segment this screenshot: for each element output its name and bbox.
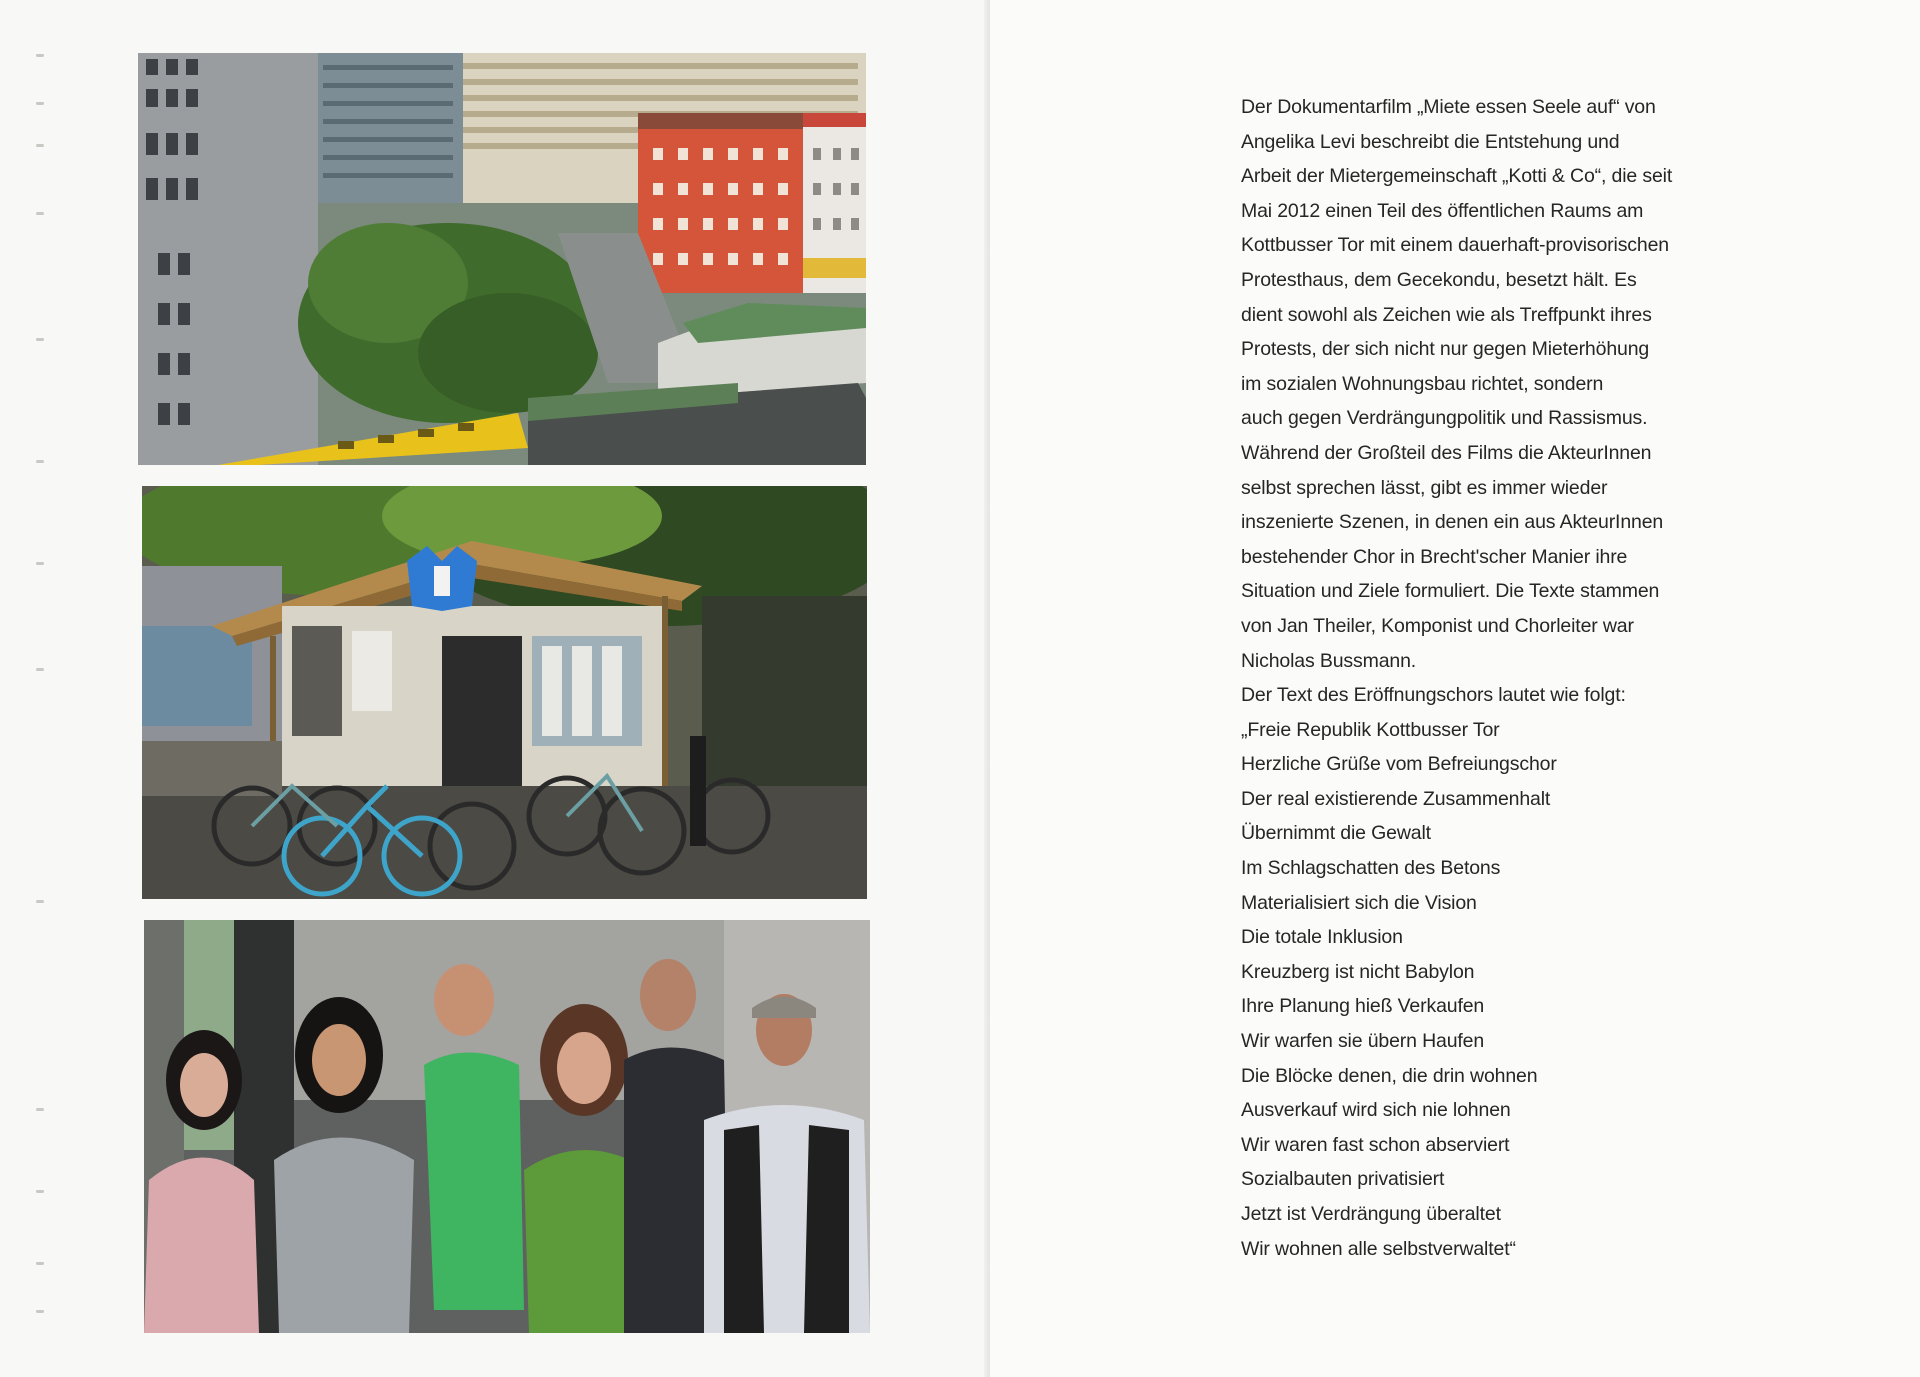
text-line: Während der Großteil des Films die AkteurInnen (1241, 441, 1652, 464)
text-line: Nicholas Bussmann. (1241, 649, 1417, 672)
text-line: Angelika Levi beschreibt die Entstehung und (1241, 130, 1620, 153)
text-line: auch gegen Verdrängungpolitik und Rassismus. (1241, 407, 1648, 430)
poem-line: Die totale Inklusion (1241, 926, 1403, 949)
poem-line: Ihre Planung hieß Verkaufen (1241, 995, 1485, 1018)
article-text (1241, 90, 1801, 1266)
poem-line: Wir waren fast schon abserviert (1241, 1133, 1510, 1156)
poem-line: Übernimmt die Gewalt (1241, 822, 1431, 845)
photo-kottbusser-tor-image (138, 53, 866, 465)
poem-line: Die Blöcke denen, die drin wohnen (1241, 1064, 1538, 1087)
poem-line: „Freie Republik Kottbusser Tor (1241, 718, 1500, 741)
margin-marks (36, 40, 50, 1340)
text-line: Mai 2012 einen Teil des öffentlichen Raums am (1241, 199, 1644, 222)
text-line: Der Text des Eröffnungschors lautet wie folgt: (1241, 684, 1626, 707)
text-line: bestehender Chor in Brecht'scher Manier ihre (1241, 545, 1628, 568)
poem-line: Ausverkauf wird sich nie lohnen (1241, 1099, 1511, 1122)
poem-line: Herzliche Grüße vom Befreiungschor (1241, 753, 1557, 776)
photo-chorus (144, 920, 870, 1333)
poem-line: Im Schlagschatten des Betons (1241, 857, 1501, 880)
poem-line: Kreuzberg ist nicht Babylon (1241, 960, 1475, 983)
poem-line: Jetzt ist Verdrängung überaltet (1241, 1203, 1501, 1225)
poem-line: Wir wohnen alle selbstverwaltet“ (1241, 1237, 1516, 1260)
text-line: Protests, der sich nicht nur gegen Mieterhöhung (1241, 338, 1650, 361)
poem-line: Sozialbauten privatisiert (1241, 1168, 1445, 1191)
photo-chorus-image (144, 920, 870, 1333)
photo-gecekondu (142, 486, 867, 899)
text-line: Kottbusser Tor mit einem dauerhaft-provisorischen (1241, 234, 1669, 257)
text-line: Situation und Ziele formuliert. Die Texte stammen (1241, 580, 1660, 603)
text-line: inszenierte Szenen, in denen ein aus AkteurInnen (1241, 511, 1664, 534)
text-line: Protesthaus, dem Gecekondu, besetzt hält. Es (1241, 268, 1637, 291)
text-line: selbst sprechen lässt, gibt es immer wieder (1241, 476, 1608, 499)
photo-kottbusser-tor (138, 53, 866, 465)
poem-line: Materialisiert sich die Vision (1241, 891, 1477, 914)
poem-line: Der real existierende Zusammenhalt (1241, 787, 1551, 810)
text-line: dient sowohl als Zeichen wie als Treffpunkt ihres (1241, 303, 1652, 326)
text-line: Arbeit der Mietergemeinschaft „Kotti & Co“, die seit (1241, 165, 1673, 188)
poem-line: Wir warfen sie übern Haufen (1241, 1030, 1485, 1053)
text-line: von Jan Theiler, Komponist und Chorleiter war (1241, 614, 1634, 637)
text-line: im sozialen Wohnungsbau richtet, sondern (1241, 372, 1604, 395)
text-line: Der Dokumentarfilm „Miete essen Seele auf“ von (1241, 96, 1656, 118)
photo-gecekondu-image (142, 486, 867, 899)
